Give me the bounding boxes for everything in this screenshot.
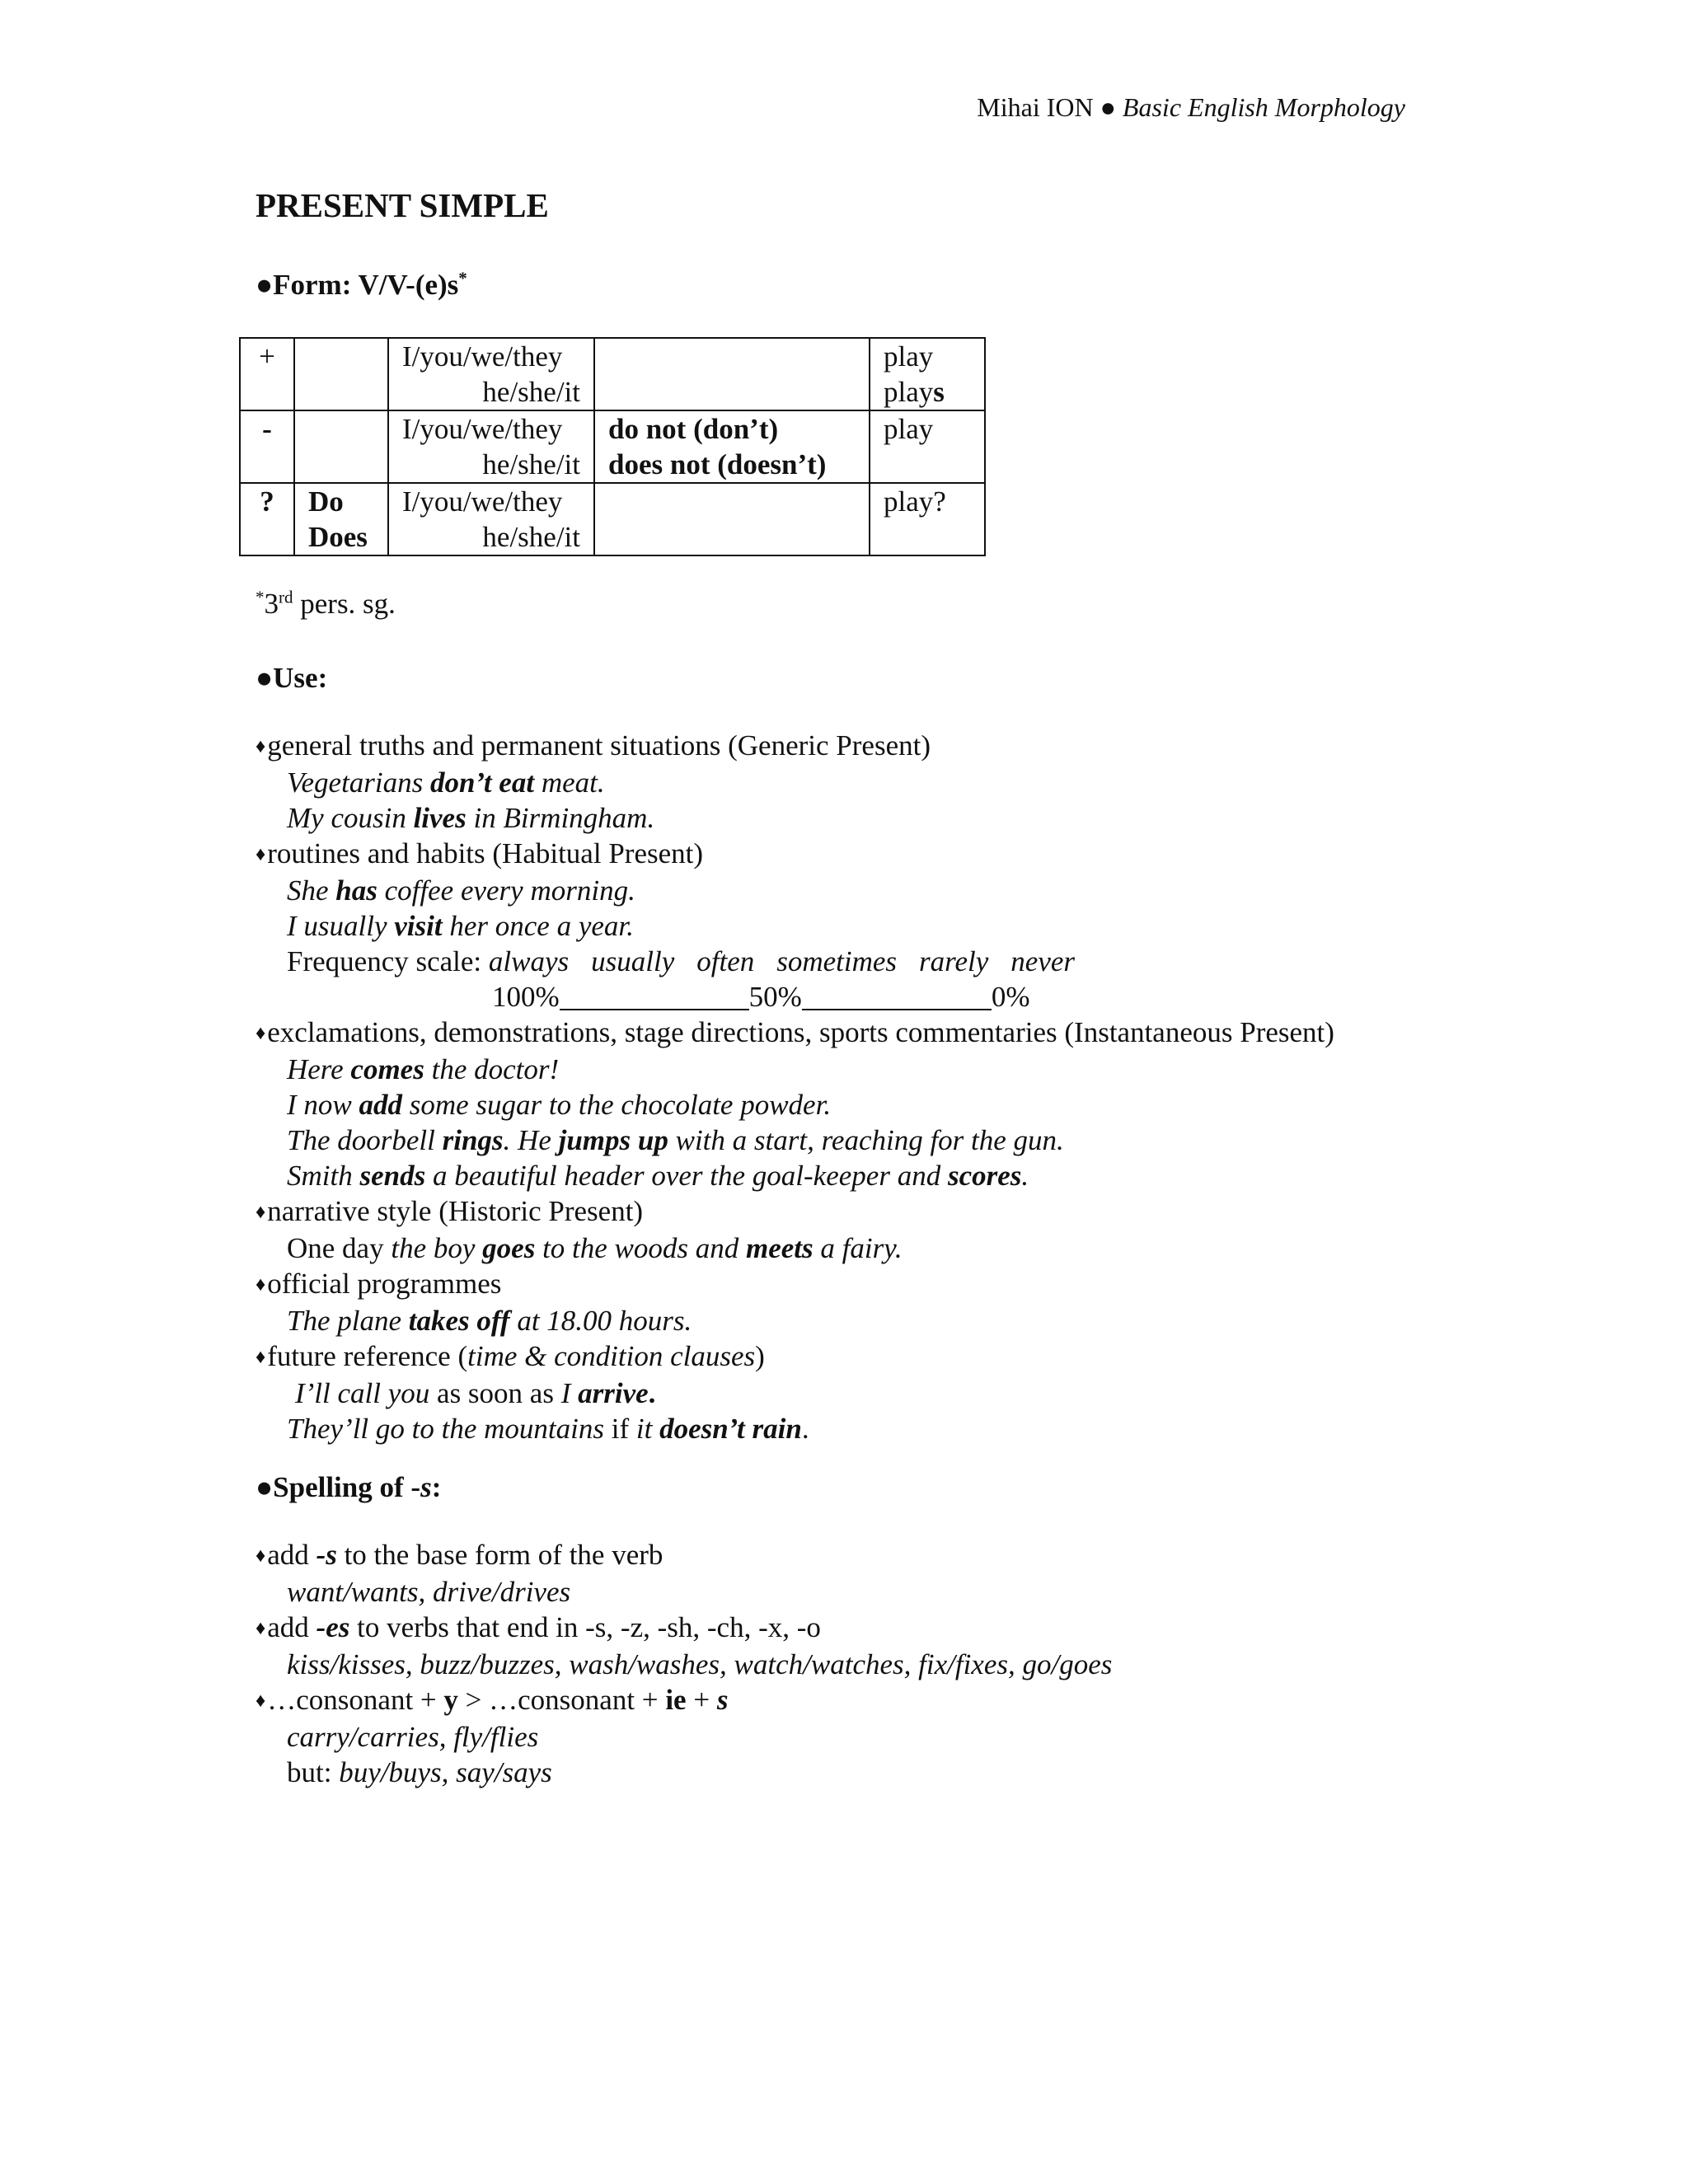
running-header: [977, 92, 1405, 123]
example-sentence: carry/carries, fly/flies: [287, 1721, 539, 1753]
example-sentence: One day the boy goes to the woods and meets a fairy.: [287, 1232, 903, 1264]
example-sentence: The plane takes off at 18.00 hours.: [287, 1305, 692, 1337]
example-sentence: Vegetarians don’t eat meat.: [287, 766, 605, 799]
conjugation-table: [239, 337, 986, 556]
diamond-bullet-icon: ♦: [256, 844, 266, 865]
negation-cell: do not (don’t) does not (doesn’t): [594, 410, 870, 483]
diamond-bullet-icon: ♦: [256, 1202, 266, 1223]
spelling-list: [256, 1537, 1459, 1790]
verb-cell: play?: [870, 483, 985, 555]
scale-line: [560, 984, 749, 1010]
footnote: *3rd pers. sg.: [256, 587, 396, 620]
third-person-s: s: [933, 376, 945, 408]
negation-cell: [594, 338, 870, 410]
frequency-scale-words: Frequency scale: always usually often sometimes rarely never: [287, 945, 1076, 977]
form-bullet: ●: [256, 269, 274, 301]
diamond-bullet-icon: ♦: [256, 1545, 266, 1567]
form-heading: [256, 269, 467, 302]
example-sentence: I’ll call you as soon as I arrive.: [295, 1377, 656, 1409]
example-sentence: My cousin lives in Birmingham.: [287, 802, 655, 834]
example-sentence: They’ll go to the mountains if it doesn’t rain.: [287, 1413, 809, 1445]
example-sentence: The doorbell rings. He jumps up with a start, reaching for the gun.: [287, 1124, 1064, 1156]
aux-cell: [294, 410, 388, 483]
example-sentence: kiss/kisses, buzz/buzzes, wash/washes, watch/watches, fix/fixes, go/goes: [287, 1648, 1113, 1680]
table-row-affirmative: [240, 338, 985, 410]
aux-cell: [294, 338, 388, 410]
diamond-bullet-icon: ♦: [256, 1347, 266, 1368]
table-row-interrogative: [240, 483, 985, 555]
verb-cell: play plays: [870, 338, 985, 410]
pronoun-cell: I/you/we/they he/she/it: [388, 483, 594, 555]
list-item: ♦routines and habits (Habitual Present): [256, 836, 1459, 873]
verb-cell: play: [870, 410, 985, 483]
list-item: ♦add -es to verbs that end in -s, -z, -sh, -ch, -x, -o: [256, 1610, 1459, 1647]
header-author: Mihai ION: [977, 92, 1094, 122]
diamond-bullet-icon: ♦: [256, 1023, 266, 1044]
footnote-mark: *: [256, 587, 265, 607]
header-separator: ●: [1100, 92, 1116, 122]
list-item: ♦add -s to the base form of the verb: [256, 1537, 1459, 1574]
use-list: [256, 728, 1459, 1446]
use-heading: ●Use:: [256, 662, 328, 694]
example-sentence: Smith sends a beautiful header over the goal-keeper and scores.: [287, 1160, 1029, 1192]
row-sign: +: [240, 338, 294, 410]
list-item: ♦official programmes: [256, 1266, 1459, 1303]
example-sentence: She has coffee every morning.: [287, 874, 635, 907]
list-item: ♦future reference (time & condition clauses): [256, 1338, 1459, 1376]
pronoun-cell: I/you/we/they he/she/it: [388, 410, 594, 483]
list-item: ♦…consonant + y > …consonant + ie + s: [256, 1682, 1459, 1719]
row-sign: ?: [240, 483, 294, 555]
page-title: PRESENT SIMPLE: [256, 186, 549, 224]
table-row-negative: [240, 410, 985, 483]
example-sentence: but: buy/buys, say/says: [287, 1756, 552, 1788]
pronoun-cell: I/you/we/they he/she/it: [388, 338, 594, 410]
frequency-scale-percentages: 100% 50% 0%: [492, 981, 1030, 1013]
form-footnote-mark: *: [458, 268, 467, 288]
diamond-bullet-icon: ♦: [256, 1618, 266, 1639]
scale-line: [802, 984, 992, 1010]
aux-cell: Do Does: [294, 483, 388, 555]
spelling-heading: ●Spelling of -s:: [256, 1471, 442, 1503]
negation-cell: [594, 483, 870, 555]
diamond-bullet-icon: ♦: [256, 1690, 266, 1712]
example-sentence: want/wants, drive/drives: [287, 1576, 571, 1608]
diamond-bullet-icon: ♦: [256, 736, 266, 757]
list-item: ♦exclamations, demonstrations, stage directions, sports commentaries (Instantaneous Present): [256, 1015, 1459, 1052]
form-label: Form: V/V-(e)s: [273, 269, 459, 301]
example-sentence: I usually visit her once a year.: [287, 910, 634, 942]
example-sentence: Here comes the doctor!: [287, 1053, 560, 1085]
example-sentence: I now add some sugar to the chocolate powder.: [287, 1089, 832, 1121]
header-book-title: Basic English Morphology: [1122, 92, 1405, 122]
row-sign: -: [240, 410, 294, 483]
list-item: ♦narrative style (Historic Present): [256, 1193, 1459, 1230]
list-item: ♦general truths and permanent situations (Generic Present): [256, 728, 1459, 765]
diamond-bullet-icon: ♦: [256, 1274, 266, 1296]
